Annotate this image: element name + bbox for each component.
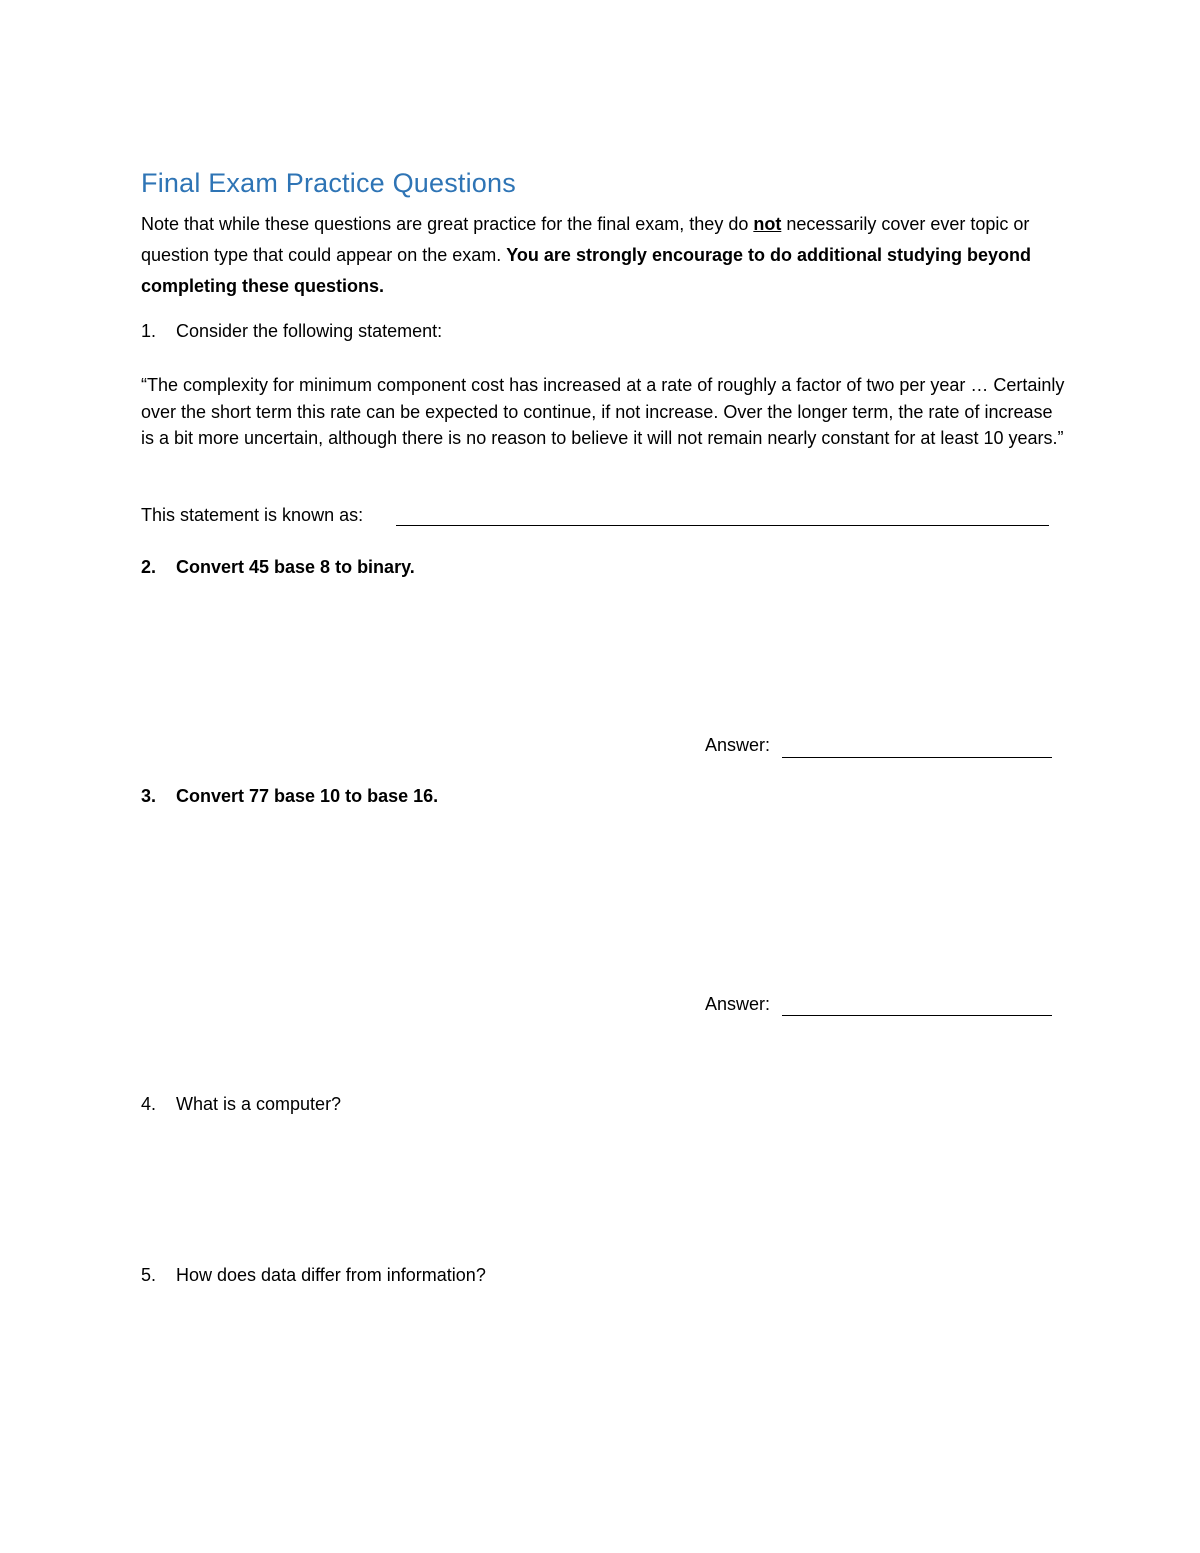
question-text: Convert 45 base 8 to binary.: [176, 557, 415, 577]
answer-blank-line[interactable]: [782, 1015, 1052, 1016]
question-1: [141, 321, 442, 342]
question-number: 2.: [141, 557, 157, 577]
intro-text-part1: Note that while these questions are great practice for the final exam, they do: [141, 214, 754, 234]
question-5: [141, 1265, 486, 1286]
intro-paragraph: [141, 209, 1066, 302]
page-title: Final Exam Practice Questions: [141, 168, 516, 198]
intro-text-part2: necessarily cover ever topic or question type that could appear on the exam.: [141, 214, 1030, 265]
question-text: Convert 77 base 10 to base 16.: [176, 786, 439, 806]
question-text: Consider the following statement:: [176, 321, 443, 341]
answer-label: Answer:: [705, 735, 771, 755]
answer-blank-line[interactable]: [396, 525, 1049, 526]
question-4: [141, 1094, 341, 1115]
question-2: [141, 557, 415, 578]
question-text: What is a computer?: [176, 1094, 342, 1114]
answer-blank-line[interactable]: [782, 757, 1052, 758]
answer-label: Answer:: [705, 994, 771, 1014]
question-1-prompt: This statement is known as:: [141, 505, 364, 525]
question-3: [141, 786, 438, 807]
question-number: 1.: [141, 321, 157, 341]
intro-emphasis: not: [753, 214, 782, 234]
question-number: 5.: [141, 1265, 157, 1285]
question-number: 3.: [141, 786, 157, 806]
intro-bold-note: You are strongly encourage to do additional studying beyond completing these questions.: [141, 245, 1031, 296]
question-1-quote: “The complexity for minimum component cost has increased at a rate of roughly a factor of two per year … Certainly over the short term this rate can be expected to continue, if not increase. Over the longer term, the rate of increase is a bit more uncertain, although there is no reason to believe it will not remain nearly constant for at least 10 years.”: [141, 375, 1065, 448]
question-number: 4.: [141, 1094, 157, 1114]
question-text: How does data differ from information?: [176, 1265, 486, 1285]
